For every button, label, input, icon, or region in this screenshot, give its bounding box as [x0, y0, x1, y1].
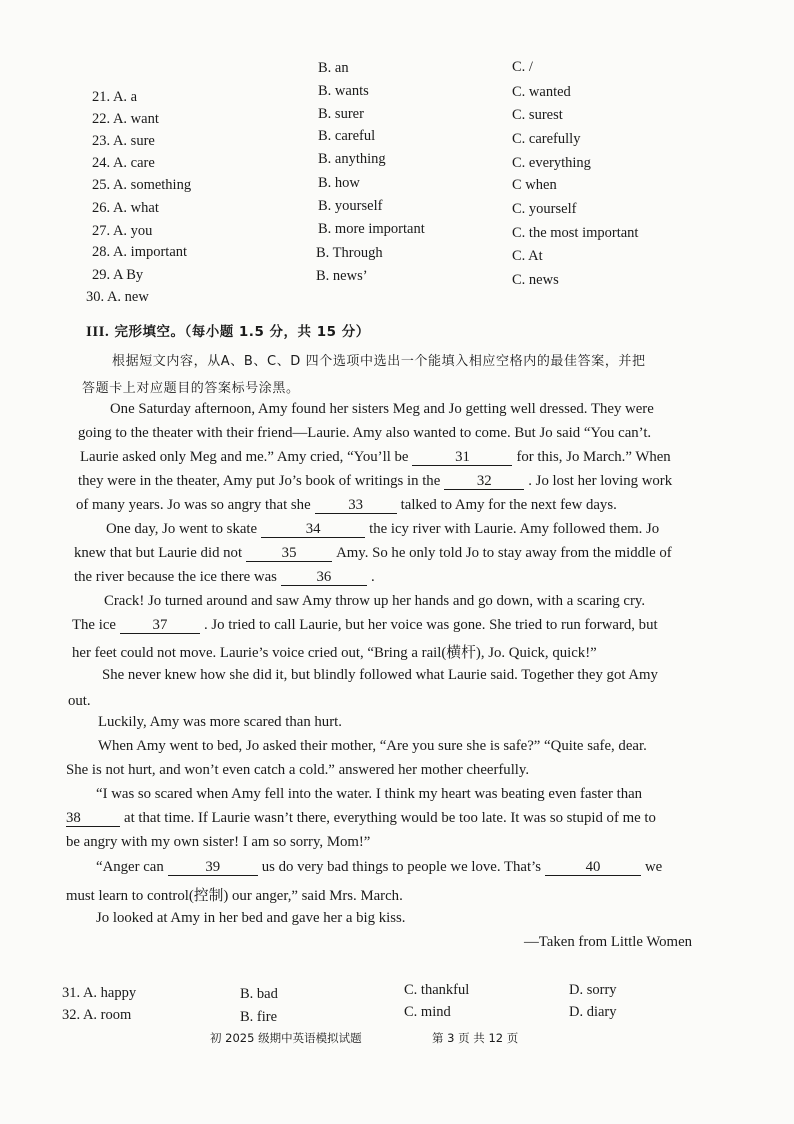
- option-b: B. yourself: [318, 198, 383, 214]
- passage-text: the icy river with Laurie. Amy followed them. Jo: [369, 521, 660, 537]
- section-title: 完形填空。（每小题 1.5 分，共 15 分）: [114, 324, 370, 340]
- passage-line: [78, 473, 672, 490]
- instruction-line: 答题卡上对应题目的答案标号涂黑。: [82, 381, 300, 396]
- passage-text: The ice: [72, 617, 116, 633]
- passage-text: One day, Jo went to skate: [106, 521, 258, 537]
- option-c: C. carefully: [512, 131, 581, 147]
- passage-line: [66, 810, 656, 827]
- blank-33: 33: [315, 498, 397, 514]
- passage-line: Luckily, Amy was more scared than hurt.: [98, 714, 342, 730]
- option-a: 26. A. what: [92, 200, 159, 216]
- option-a: 21. A. a: [92, 89, 138, 105]
- option-b: B. how: [318, 175, 360, 191]
- passage-line: [80, 449, 671, 466]
- blank-32: 32: [444, 474, 524, 490]
- option-c: C. the most important: [512, 225, 639, 241]
- option-d: D. sorry: [569, 982, 617, 998]
- blank-31: 31: [412, 450, 512, 466]
- option-c: C. news: [512, 272, 559, 288]
- passage-line: [74, 545, 672, 562]
- option-a: 28. A. important: [92, 244, 188, 260]
- option-c: C. At: [512, 248, 543, 264]
- passage-line: [96, 859, 662, 876]
- option-c: C. mind: [404, 1004, 451, 1020]
- section-number: III.: [86, 324, 110, 340]
- passage-text: Laurie asked only Meg and me.” Amy cried, “You’ll be: [80, 449, 409, 465]
- option-d: D. diary: [569, 1004, 617, 1020]
- passage-text: they were in the theater, Amy put Jo’s book of writings in the: [78, 473, 441, 489]
- passage-line: “I was so scared when Amy fell into the water. I think my heart was beating even faster than: [96, 786, 643, 802]
- option-b: B. an: [318, 60, 349, 76]
- option-c: C. surest: [512, 107, 563, 123]
- passage-text: the river because the ice there was: [74, 569, 277, 585]
- passage-line: her feet could not move. Laurie’s voice cried out, “Bring a rail(横杆), Jo. Quick, quick!”: [72, 645, 597, 661]
- passage-line: [106, 521, 659, 538]
- passage-line: be angry with my own sister! I am so sorry, Mom!”: [66, 834, 371, 850]
- footer-exam-title: 初 2025 级期中英语模拟试题: [210, 1031, 362, 1045]
- passage-line: [76, 497, 617, 514]
- passage-line: Crack! Jo turned around and saw Amy throw up her hands and go down, with a scaring cry.: [104, 593, 646, 609]
- passage-text: us do very bad things to people we love. That’s: [261, 859, 541, 875]
- passage-line: Jo looked at Amy in her bed and gave her a big kiss.: [96, 910, 406, 926]
- section-heading: [86, 320, 370, 341]
- blank-34: 34: [261, 522, 365, 538]
- option-b: B. news’: [316, 268, 368, 284]
- option-b: B. more important: [318, 221, 425, 237]
- option-b: B. anything: [318, 151, 386, 167]
- blank-39: 39: [168, 860, 258, 876]
- option-a: 25. A. something: [92, 177, 192, 193]
- passage-text: . Jo tried to call Laurie, but her voice was gone. She tried to run forward, but: [203, 617, 658, 633]
- passage-line: [74, 569, 375, 586]
- passage-text: Amy. So he only told Jo to stay away from the middle of: [336, 545, 672, 561]
- option-a: 29. A By: [92, 267, 144, 283]
- blank-40: 40: [545, 860, 641, 876]
- option-b: B. surer: [318, 106, 364, 122]
- option-c: C. everything: [512, 155, 591, 171]
- option-c: C. thankful: [404, 982, 470, 998]
- instruction-line: 根据短文内容，从A、B、C、D 四个选项中选出一个能填入相应空格内的最佳答案，并把: [112, 354, 646, 369]
- option-a: 23. A. sure: [92, 133, 155, 149]
- blank-38: 38: [66, 811, 120, 827]
- footer-page-number: 第 3 页 共 12 页: [432, 1031, 519, 1045]
- option-a: 22. A. want: [92, 111, 159, 127]
- passage-text: .: [370, 569, 375, 585]
- passage-line: One Saturday afternoon, Amy found her sisters Meg and Jo getting well dressed. They were: [110, 401, 654, 417]
- option-c: C. /: [512, 59, 533, 75]
- option-c: C when: [512, 177, 557, 193]
- passage-text: for this, Jo March.” When: [516, 449, 671, 465]
- option-a: 24. A. care: [92, 155, 155, 171]
- passage-text: knew that but Laurie did not: [74, 545, 243, 561]
- option-a: 30. A. new: [86, 289, 149, 305]
- passage-text: . Jo lost her loving work: [528, 473, 673, 489]
- passage-line: going to the theater with their friend—Laurie. Amy also wanted to come. But Jo said “You can’t.: [78, 425, 652, 441]
- passage-line: She is not hurt, and won’t even catch a cold.” answered her mother cheerfully.: [66, 762, 530, 778]
- passage-text: at that time. If Laurie wasn’t there, everything would be too late. It was so stupid of me to: [124, 810, 656, 826]
- option-b: B. fire: [240, 1009, 278, 1025]
- option-b: B. wants: [318, 83, 369, 99]
- passage-line: When Amy went to bed, Jo asked their mother, “Are you sure she is safe?” “Quite safe, dear.: [98, 738, 647, 754]
- option-b: B. Through: [316, 245, 383, 261]
- option-a: 32. A. room: [62, 1007, 132, 1023]
- passage-text: “Anger can: [96, 859, 164, 875]
- option-b: B. careful: [318, 128, 376, 144]
- option-b: B. bad: [240, 986, 278, 1002]
- passage-line: out.: [68, 693, 91, 709]
- passage-line: must learn to control(控制) our anger,” said Mrs. March.: [66, 888, 403, 904]
- blank-36: 36: [281, 570, 367, 586]
- passage-source: —Taken from Little Women: [524, 934, 693, 950]
- passage-text: we: [644, 859, 663, 875]
- passage-line: [72, 617, 658, 634]
- option-c: C. wanted: [512, 84, 571, 100]
- option-a: 27. A. you: [92, 223, 153, 239]
- option-a: 31. A. happy: [62, 985, 137, 1001]
- passage-text: of many years. Jo was so angry that she: [76, 497, 311, 513]
- option-c: C. yourself: [512, 201, 577, 217]
- passage-line: She never knew how she did it, but blindly followed what Laurie said. Together they got Amy: [102, 667, 658, 683]
- passage-text: talked to Amy for the next few days.: [400, 497, 617, 513]
- blank-35: 35: [246, 546, 332, 562]
- blank-37: 37: [120, 618, 200, 634]
